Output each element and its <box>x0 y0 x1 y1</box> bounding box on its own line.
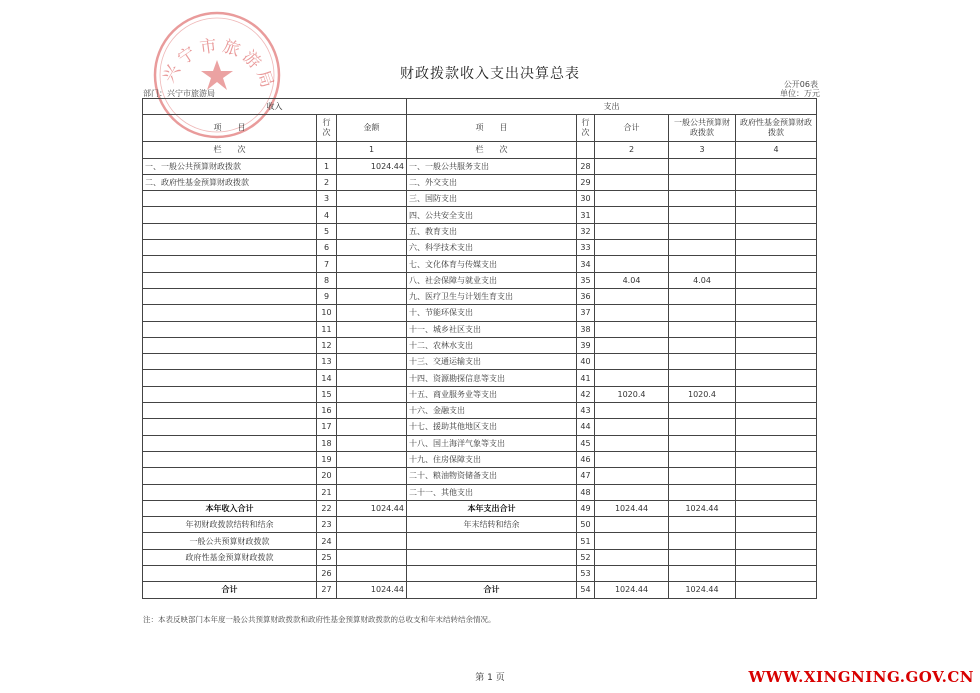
expense-general-cell: 1024.44 <box>669 582 736 598</box>
expense-total-cell <box>595 419 669 435</box>
expense-total-cell <box>595 533 669 549</box>
income-amount-cell <box>337 517 407 533</box>
expense-general-cell <box>669 191 736 207</box>
column-index-row <box>143 142 817 158</box>
income-item-cell <box>143 272 317 288</box>
expense-fund-cell <box>736 484 817 500</box>
expense-item-cell <box>407 549 577 565</box>
table-row <box>143 321 817 337</box>
expense-general-cell <box>669 337 736 353</box>
expense-general-cell <box>669 549 736 565</box>
expense-fund-cell <box>736 207 817 223</box>
expense-general-cell <box>669 419 736 435</box>
expense-item-cell <box>407 533 577 549</box>
table-row <box>143 354 817 370</box>
income-item-cell: 政府性基金预算财政拨款 <box>143 549 317 565</box>
expense-item-cell: 二、外交支出 <box>407 174 577 190</box>
income-row-no-cell: 17 <box>317 419 337 435</box>
income-item-cell <box>143 288 317 304</box>
income-amount-cell <box>337 223 407 239</box>
col-row-no: 行次 <box>317 115 337 142</box>
income-row-no-cell: 10 <box>317 305 337 321</box>
table-row <box>143 305 817 321</box>
expense-total-cell <box>595 451 669 467</box>
expense-general-cell <box>669 223 736 239</box>
expense-row-no-cell: 50 <box>577 517 595 533</box>
expense-row-no-cell: 41 <box>577 370 595 386</box>
income-amount-cell <box>337 288 407 304</box>
summary-row <box>143 549 817 565</box>
income-item-cell <box>143 223 317 239</box>
expense-item-cell: 十二、农林水支出 <box>407 337 577 353</box>
expense-item-cell: 二十一、其他支出 <box>407 484 577 500</box>
income-amount-cell <box>337 240 407 256</box>
expense-row-no-cell: 44 <box>577 419 595 435</box>
income-amount-cell <box>337 321 407 337</box>
income-amount-cell <box>337 174 407 190</box>
expense-total-cell <box>595 321 669 337</box>
col-exp-item: 项 目 <box>407 115 577 142</box>
expense-item-cell: 本年支出合计 <box>407 500 577 516</box>
income-row-no-cell: 22 <box>317 500 337 516</box>
expense-item-cell: 七、文化体育与传媒支出 <box>407 256 577 272</box>
income-item-cell: 一、一般公共预算财政拨款 <box>143 158 317 174</box>
expense-item-cell: 六、科学技术支出 <box>407 240 577 256</box>
income-row-no-cell: 6 <box>317 240 337 256</box>
table-row <box>143 158 817 174</box>
expense-total-cell <box>595 223 669 239</box>
expense-item-cell: 合计 <box>407 582 577 598</box>
income-row-no-cell: 1 <box>317 158 337 174</box>
expense-fund-cell <box>736 158 817 174</box>
income-amount-cell <box>337 386 407 402</box>
income-amount-cell <box>337 435 407 451</box>
expense-item-cell: 十三、交通运输支出 <box>407 354 577 370</box>
expense-general-cell <box>669 354 736 370</box>
income-amount-cell <box>337 468 407 484</box>
income-row-no-cell: 4 <box>317 207 337 223</box>
expense-general-cell <box>669 517 736 533</box>
expense-row-no-cell: 54 <box>577 582 595 598</box>
income-row-no-cell: 2 <box>317 174 337 190</box>
expense-fund-cell <box>736 256 817 272</box>
expense-fund-cell <box>736 403 817 419</box>
expense-total-cell <box>595 566 669 582</box>
income-item-cell <box>143 207 317 223</box>
page-number: 第 1 页 <box>475 673 505 683</box>
income-item-cell <box>143 191 317 207</box>
expense-fund-cell <box>736 354 817 370</box>
expense-fund-cell <box>736 305 817 321</box>
expense-row-no-cell: 37 <box>577 305 595 321</box>
income-item-cell <box>143 337 317 353</box>
expense-header: 支出 <box>407 99 817 115</box>
table-row <box>143 484 817 500</box>
budget-table <box>142 98 817 599</box>
table-row <box>143 403 817 419</box>
expense-item-cell: 年末结转和结余 <box>407 517 577 533</box>
expense-item-cell: 八、社会保障与就业支出 <box>407 272 577 288</box>
expense-item-cell: 十五、商业服务业等支出 <box>407 386 577 402</box>
expense-fund-cell <box>736 288 817 304</box>
expense-row-no-cell: 30 <box>577 191 595 207</box>
expense-fund-cell <box>736 370 817 386</box>
expense-row-no-cell: 29 <box>577 174 595 190</box>
table-row <box>143 256 817 272</box>
expense-total-cell <box>595 370 669 386</box>
expense-general-cell: 1024.44 <box>669 500 736 516</box>
expense-total-cell <box>595 549 669 565</box>
index-general: 3 <box>669 142 736 158</box>
expense-total-cell <box>595 517 669 533</box>
income-item-cell <box>143 403 317 419</box>
expense-fund-cell <box>736 321 817 337</box>
income-amount-cell <box>337 370 407 386</box>
index-total: 2 <box>595 142 669 158</box>
income-item-cell <box>143 256 317 272</box>
income-item-cell <box>143 354 317 370</box>
income-amount-cell <box>337 419 407 435</box>
expense-fund-cell <box>736 468 817 484</box>
income-amount-cell <box>337 566 407 582</box>
expense-item-cell: 十八、国土海洋气象等支出 <box>407 435 577 451</box>
expense-row-no-cell: 48 <box>577 484 595 500</box>
expense-general-cell <box>669 240 736 256</box>
expense-item-cell: 三、国防支出 <box>407 191 577 207</box>
income-row-no-cell: 24 <box>317 533 337 549</box>
income-row-no-cell: 19 <box>317 451 337 467</box>
expense-fund-cell <box>736 419 817 435</box>
income-item-cell <box>143 321 317 337</box>
income-row-no-cell: 13 <box>317 354 337 370</box>
expense-row-no-cell: 45 <box>577 435 595 451</box>
income-amount-cell <box>337 549 407 565</box>
expense-total-cell <box>595 240 669 256</box>
expense-general-cell <box>669 321 736 337</box>
expense-item-cell <box>407 566 577 582</box>
income-item-cell <box>143 451 317 467</box>
income-row-no-cell: 27 <box>317 582 337 598</box>
expense-total-cell <box>595 435 669 451</box>
table-row <box>143 240 817 256</box>
expense-total-cell <box>595 337 669 353</box>
expense-row-no-cell: 52 <box>577 549 595 565</box>
expense-general-cell <box>669 158 736 174</box>
expense-general-cell <box>669 370 736 386</box>
income-amount-cell <box>337 484 407 500</box>
income-item-cell <box>143 370 317 386</box>
expense-total-cell: 1024.44 <box>595 500 669 516</box>
expense-total-cell <box>595 288 669 304</box>
index-fund: 4 <box>736 142 817 158</box>
table-row <box>143 370 817 386</box>
summary-row <box>143 500 817 516</box>
expense-general-cell <box>669 484 736 500</box>
income-header: 收入 <box>143 99 407 115</box>
expense-fund-cell <box>736 549 817 565</box>
income-row-no-cell: 21 <box>317 484 337 500</box>
expense-total-cell: 1020.4 <box>595 386 669 402</box>
expense-item-cell: 四、公共安全支出 <box>407 207 577 223</box>
expense-item-cell: 十、节能环保支出 <box>407 305 577 321</box>
income-amount-cell <box>337 191 407 207</box>
expense-item-cell: 九、医疗卫生与计划生育支出 <box>407 288 577 304</box>
summary-row <box>143 566 817 582</box>
income-amount-cell <box>337 272 407 288</box>
summary-row <box>143 533 817 549</box>
income-row-no-cell: 25 <box>317 549 337 565</box>
income-row-no-cell: 9 <box>317 288 337 304</box>
income-amount-cell <box>337 207 407 223</box>
expense-fund-cell <box>736 240 817 256</box>
expense-total-cell <box>595 403 669 419</box>
expense-item-cell: 十六、金融支出 <box>407 403 577 419</box>
income-row-no-cell: 3 <box>317 191 337 207</box>
income-item-cell: 二、政府性基金预算财政拨款 <box>143 174 317 190</box>
income-row-no-cell: 20 <box>317 468 337 484</box>
expense-general-cell <box>669 468 736 484</box>
expense-row-no-cell: 47 <box>577 468 595 484</box>
table-row <box>143 191 817 207</box>
expense-general-cell <box>669 288 736 304</box>
col-item: 项 目 <box>143 115 317 142</box>
expense-total-cell <box>595 256 669 272</box>
income-item-cell: 合计 <box>143 582 317 598</box>
expense-total-cell <box>595 207 669 223</box>
income-item-cell: 本年收入合计 <box>143 500 317 516</box>
expense-general-cell <box>669 533 736 549</box>
form-number: 公开06表 <box>783 80 818 89</box>
expense-total-cell <box>595 174 669 190</box>
expense-general-cell: 1020.4 <box>669 386 736 402</box>
expense-fund-cell <box>736 223 817 239</box>
income-row-no-cell: 23 <box>317 517 337 533</box>
expense-total-cell <box>595 354 669 370</box>
expense-row-no-cell: 28 <box>577 158 595 174</box>
income-amount-cell <box>337 403 407 419</box>
expense-row-no-cell: 42 <box>577 386 595 402</box>
expense-row-no-cell: 31 <box>577 207 595 223</box>
table-row <box>143 451 817 467</box>
col-general-budget: 一般公共预算财政拨款 <box>669 115 736 142</box>
income-amount-cell <box>337 451 407 467</box>
col-amount: 金额 <box>337 115 407 142</box>
index-label: 栏 次 <box>143 142 317 158</box>
income-item-cell: 一般公共预算财政拨款 <box>143 533 317 549</box>
income-item-cell <box>143 240 317 256</box>
expense-row-no-cell: 38 <box>577 321 595 337</box>
expense-fund-cell <box>736 566 817 582</box>
income-row-no-cell: 18 <box>317 435 337 451</box>
income-amount-cell: 1024.44 <box>337 582 407 598</box>
table-row <box>143 386 817 402</box>
seal-text: 兴宁市旅游局 <box>158 35 279 95</box>
expense-row-no-cell: 36 <box>577 288 595 304</box>
income-row-no-cell: 14 <box>317 370 337 386</box>
expense-fund-cell <box>736 174 817 190</box>
expense-row-no-cell: 33 <box>577 240 595 256</box>
table-row <box>143 207 817 223</box>
section-header-row <box>143 99 817 115</box>
table-row <box>143 174 817 190</box>
unit-label: 单位：万元 <box>780 89 820 98</box>
expense-fund-cell <box>736 533 817 549</box>
expense-row-no-cell: 35 <box>577 272 595 288</box>
expense-fund-cell <box>736 435 817 451</box>
expense-fund-cell <box>736 191 817 207</box>
expense-row-no-cell: 32 <box>577 223 595 239</box>
expense-item-cell: 二十、粮油物资储备支出 <box>407 468 577 484</box>
income-row-no-cell: 12 <box>317 337 337 353</box>
table-row <box>143 468 817 484</box>
income-amount-cell <box>337 337 407 353</box>
expense-row-no-cell: 43 <box>577 403 595 419</box>
summary-row <box>143 517 817 533</box>
table-row <box>143 288 817 304</box>
expense-fund-cell <box>736 386 817 402</box>
income-item-cell <box>143 435 317 451</box>
income-amount-cell: 1024.44 <box>337 500 407 516</box>
website-watermark: WWW.XINGNING.GOV.CN <box>748 668 974 686</box>
expense-total-cell <box>595 305 669 321</box>
expense-total-cell <box>595 158 669 174</box>
income-row-no-cell: 15 <box>317 386 337 402</box>
income-row-no-cell: 16 <box>317 403 337 419</box>
income-item-cell <box>143 468 317 484</box>
expense-row-no-cell: 40 <box>577 354 595 370</box>
expense-general-cell <box>669 207 736 223</box>
expense-total-cell <box>595 468 669 484</box>
expense-item-cell: 五、教育支出 <box>407 223 577 239</box>
expense-item-cell: 十九、住房保障支出 <box>407 451 577 467</box>
footnote: 注：本表反映部门本年度一般公共预算财政拨款和政府性基金预算财政拨款的总收支和年末结转结余情况。 <box>143 615 496 624</box>
col-total: 合计 <box>595 115 669 142</box>
expense-general-cell <box>669 566 736 582</box>
table-row <box>143 223 817 239</box>
income-amount-cell <box>337 256 407 272</box>
department-label: 部门：兴宁市旅游局 <box>143 89 215 98</box>
expense-general-cell: 4.04 <box>669 272 736 288</box>
expense-fund-cell <box>736 582 817 598</box>
expense-total-cell: 4.04 <box>595 272 669 288</box>
income-row-no-cell: 11 <box>317 321 337 337</box>
income-row-no-cell: 8 <box>317 272 337 288</box>
income-row-no-cell: 5 <box>317 223 337 239</box>
income-item-cell <box>143 386 317 402</box>
expense-row-no-cell: 46 <box>577 451 595 467</box>
table-row <box>143 337 817 353</box>
index-amount: 1 <box>337 142 407 158</box>
expense-general-cell <box>669 451 736 467</box>
expense-total-cell <box>595 191 669 207</box>
expense-fund-cell <box>736 272 817 288</box>
expense-fund-cell <box>736 451 817 467</box>
expense-general-cell <box>669 256 736 272</box>
expense-row-no-cell: 39 <box>577 337 595 353</box>
expense-general-cell <box>669 403 736 419</box>
expense-row-no-cell: 51 <box>577 533 595 549</box>
table-row <box>143 419 817 435</box>
index-exp-label: 栏 次 <box>407 142 577 158</box>
income-row-no-cell: 7 <box>317 256 337 272</box>
summary-row <box>143 582 817 598</box>
income-amount-cell <box>337 305 407 321</box>
expense-item-cell: 十四、资源勘探信息等支出 <box>407 370 577 386</box>
table-row <box>143 435 817 451</box>
expense-item-cell: 十一、城乡社区支出 <box>407 321 577 337</box>
report-title: 财政拨款收入支出决算总表 <box>400 66 580 82</box>
expense-item-cell: 十七、援助其他地区支出 <box>407 419 577 435</box>
income-amount-cell: 1024.44 <box>337 158 407 174</box>
col-exp-row-no: 行次 <box>577 115 595 142</box>
income-amount-cell <box>337 354 407 370</box>
income-row-no-cell: 26 <box>317 566 337 582</box>
col-gov-fund: 政府性基金预算财政拨款 <box>736 115 817 142</box>
income-item-cell <box>143 419 317 435</box>
income-item-cell <box>143 484 317 500</box>
expense-fund-cell <box>736 500 817 516</box>
column-header-row <box>143 115 817 142</box>
expense-general-cell <box>669 174 736 190</box>
expense-total-cell: 1024.44 <box>595 582 669 598</box>
table-row <box>143 272 817 288</box>
expense-row-no-cell: 49 <box>577 500 595 516</box>
income-amount-cell <box>337 533 407 549</box>
expense-row-no-cell: 34 <box>577 256 595 272</box>
expense-total-cell <box>595 484 669 500</box>
expense-general-cell <box>669 305 736 321</box>
expense-item-cell: 一、一般公共服务支出 <box>407 158 577 174</box>
expense-row-no-cell: 53 <box>577 566 595 582</box>
income-item-cell <box>143 305 317 321</box>
expense-fund-cell <box>736 337 817 353</box>
expense-fund-cell <box>736 517 817 533</box>
income-item-cell: 年初财政拨款结转和结余 <box>143 517 317 533</box>
income-item-cell <box>143 566 317 582</box>
expense-general-cell <box>669 435 736 451</box>
